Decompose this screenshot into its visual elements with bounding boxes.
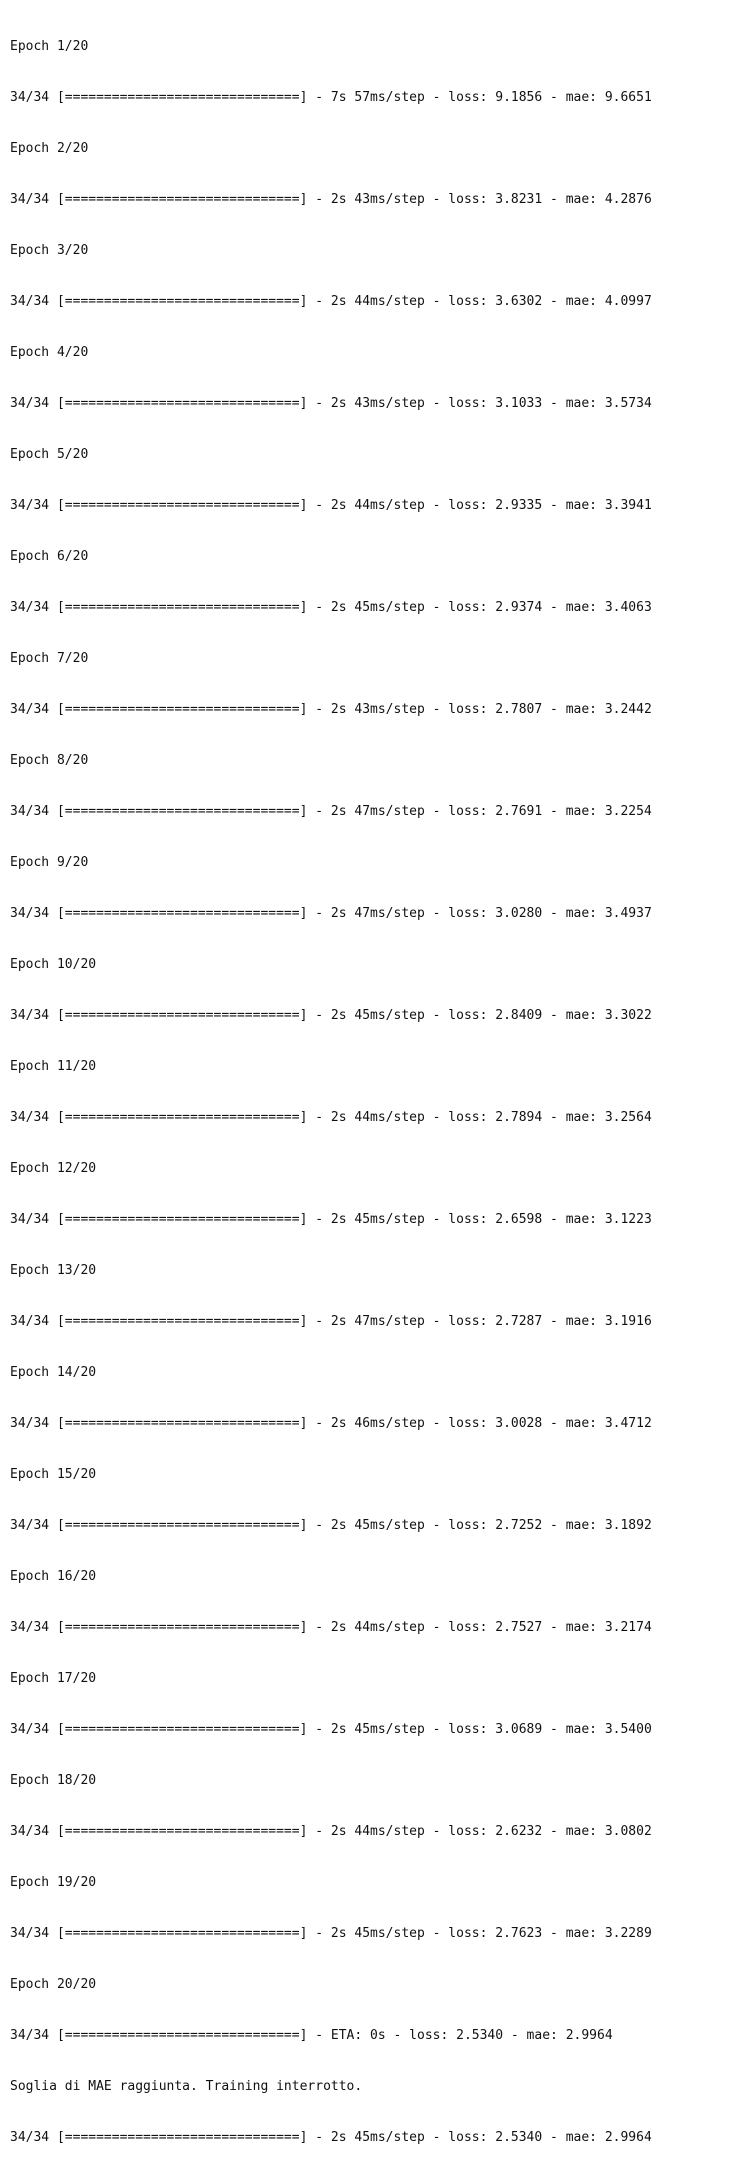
log-line-epoch-header: Epoch 12/20 bbox=[10, 1161, 97, 1176]
log-line-epoch-header: Epoch 11/20 bbox=[10, 1059, 97, 1074]
log-line-progress: 34/34 [==============================] - 2s 43ms/step - loss: 3.8231 - mae: 4.2876 bbox=[10, 192, 652, 207]
log-line-progress: 34/34 [==============================] - 7s 57ms/step - loss: 9.1856 - mae: 9.6651 bbox=[10, 90, 652, 105]
log-line-epoch-header: Epoch 13/20 bbox=[10, 1263, 97, 1278]
log-line-progress: 34/34 [==============================] - 2s 43ms/step - loss: 3.1033 - mae: 3.5734 bbox=[10, 396, 652, 411]
log-line-epoch-header: Epoch 8/20 bbox=[10, 753, 89, 768]
log-line-epoch-header: Epoch 1/20 bbox=[10, 39, 89, 54]
log-line-epoch-header: Epoch 2/20 bbox=[10, 141, 89, 156]
log-line-epoch-header: Epoch 18/20 bbox=[10, 1773, 97, 1788]
log-line-progress: 34/34 [==============================] - 2s 45ms/step - loss: 3.0689 - mae: 3.5400 bbox=[10, 1722, 652, 1737]
log-line-epoch-header: Epoch 7/20 bbox=[10, 651, 89, 666]
log-line-progress: 34/34 [==============================] - 2s 44ms/step - loss: 2.7894 - mae: 3.2564 bbox=[10, 1110, 652, 1125]
log-line-progress: 34/34 [==============================] - 2s 45ms/step - loss: 2.9374 - mae: 3.4063 bbox=[10, 600, 652, 615]
log-line-progress-eta: 34/34 [==============================] - ETA: 0s - loss: 2.5340 - mae: 2.9964 bbox=[10, 2028, 613, 2043]
log-line-progress: 34/34 [==============================] - 2s 47ms/step - loss: 2.7287 - mae: 3.1916 bbox=[10, 1314, 652, 1329]
log-line-epoch-header: Epoch 6/20 bbox=[10, 549, 89, 564]
log-line-progress: 34/34 [==============================] - 2s 46ms/step - loss: 3.0028 - mae: 3.4712 bbox=[10, 1416, 652, 1431]
log-line-progress: 34/34 [==============================] - 2s 45ms/step - loss: 2.7623 - mae: 3.2289 bbox=[10, 1926, 652, 1941]
log-line-epoch-header: Epoch 5/20 bbox=[10, 447, 89, 462]
log-line-progress: 34/34 [==============================] - 2s 45ms/step - loss: 2.5340 - mae: 2.9964 bbox=[10, 2130, 652, 2145]
log-line-epoch-header: Epoch 9/20 bbox=[10, 855, 89, 870]
log-line-progress: 34/34 [==============================] - 2s 47ms/step - loss: 3.0280 - mae: 3.4937 bbox=[10, 906, 652, 921]
log-line-epoch-header: Epoch 4/20 bbox=[10, 345, 89, 360]
log-line-progress: 34/34 [==============================] - 2s 44ms/step - loss: 2.7527 - mae: 3.2174 bbox=[10, 1620, 652, 1635]
log-line-progress: 34/34 [==============================] - 2s 45ms/step - loss: 2.6598 - mae: 3.1223 bbox=[10, 1212, 652, 1227]
log-line-progress: 34/34 [==============================] - 2s 44ms/step - loss: 3.6302 - mae: 4.0997 bbox=[10, 294, 652, 309]
log-line-progress: 34/34 [==============================] - 2s 43ms/step - loss: 2.7807 - mae: 3.2442 bbox=[10, 702, 652, 717]
log-line-epoch-header: Epoch 16/20 bbox=[10, 1569, 97, 1584]
log-line-epoch-header: Epoch 19/20 bbox=[10, 1875, 97, 1890]
log-line-progress: 34/34 [==============================] - 2s 45ms/step - loss: 2.8409 - mae: 3.3022 bbox=[10, 1008, 652, 1023]
log-line-epoch-header: Epoch 17/20 bbox=[10, 1671, 97, 1686]
log-line-epoch-header: Epoch 20/20 bbox=[10, 1977, 97, 1992]
log-line-progress: 34/34 [==============================] - 2s 44ms/step - loss: 2.9335 - mae: 3.3941 bbox=[10, 498, 652, 513]
log-line-epoch-header: Epoch 3/20 bbox=[10, 243, 89, 258]
log-line-epoch-header: Epoch 15/20 bbox=[10, 1467, 97, 1482]
log-line-progress: 34/34 [==============================] - 2s 45ms/step - loss: 2.7252 - mae: 3.1892 bbox=[10, 1518, 652, 1533]
log-line-progress: 34/34 [==============================] - 2s 47ms/step - loss: 2.7691 - mae: 3.2254 bbox=[10, 804, 652, 819]
log-line-early-stop-message: Soglia di MAE raggiunta. Training interrotto. bbox=[10, 2079, 363, 2094]
log-line-epoch-header: Epoch 14/20 bbox=[10, 1365, 97, 1380]
log-line-progress: 34/34 [==============================] - 2s 44ms/step - loss: 2.6232 - mae: 3.0802 bbox=[10, 1824, 652, 1839]
log-line-epoch-header: Epoch 10/20 bbox=[10, 957, 97, 972]
